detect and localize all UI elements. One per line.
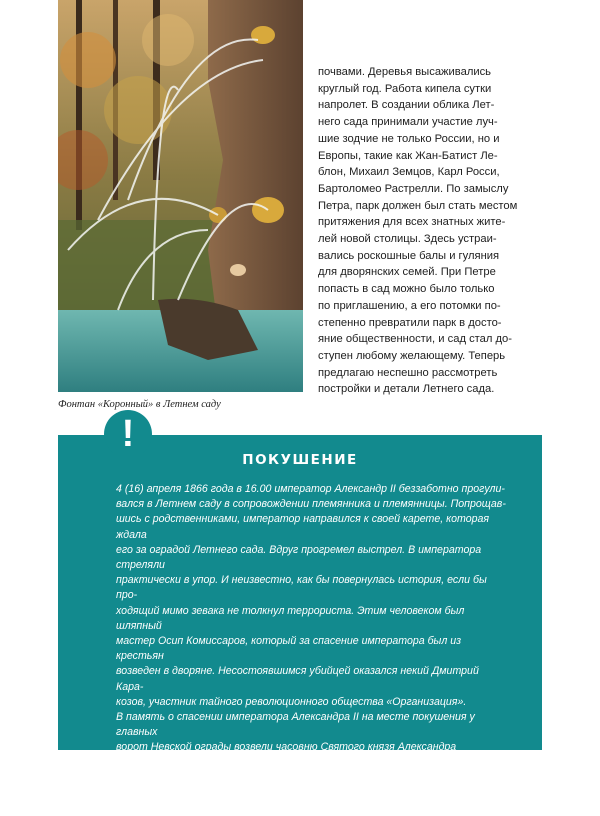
exclamation-icon xyxy=(104,410,152,458)
panel-title: ПОКУШЕНИЕ xyxy=(242,452,358,468)
exclamation-glyph: ! xyxy=(121,413,135,455)
photo-caption: Фонтан «Коронный» в Летнем саду xyxy=(58,399,221,410)
article-text: почвами. Деревья высаживались круглый год. Работа кипела сутки напролет. В создании облика Лет- него сада принимали участие луч- шие зодчие не только России, но и Европы, такие как Жан-Батист Ле- блон, Михаил Земцов, Карл Росси, Бартоломео Растрелли. По замыслу Петра, парк должен был стать местом притяжения для всех знатных жите- лей новой столицы. Здесь устраи- вались роскошные балы и гуляния для дворянских семей. При Петре попасть в сад можно было только по приглашению, а его потомки по- степенно превратили парк в досто- яние общественности, и сад стал до- ступен любому желающему. Теперь предлагаю неспешно рассмотреть постройки и детали Летнего сада. xyxy=(318,66,518,396)
panel-text: 4 (16) апреля 1866 года в 16.00 император Александр II беззаботно прогули- вался в Летнем саду в сопровождении племянника и племянницы. Попрощав- шись с родственниками, император направился к своей карете, которая ждала его за оградой Летнего сада. Вдруг прогремел выстрел. В императора стреляли практически в упор. И неизвестно, как бы повернулась история, если бы про- ходящий мимо зевака не толкнул террориста. Этим человеком был шляпный мастер Осип Комиссаров, который за спасение императора был из крестьян возведен в дворяне. Несостоявшимся убийцей оказался некий Дмитрий Кара- козов, участник тайного революционного общества «Организация». В память о спасении императора Александра II на месте покушения у главных ворот Невской ограды возвели часовню Святого князя Александра Невского, из-за которой пришлось снять часть решетки. Лишь в 1930 году часовня была демонтирована, а ограде вернули прежний оригинальный вид. xyxy=(116,483,506,815)
fountain-photo xyxy=(58,0,303,392)
